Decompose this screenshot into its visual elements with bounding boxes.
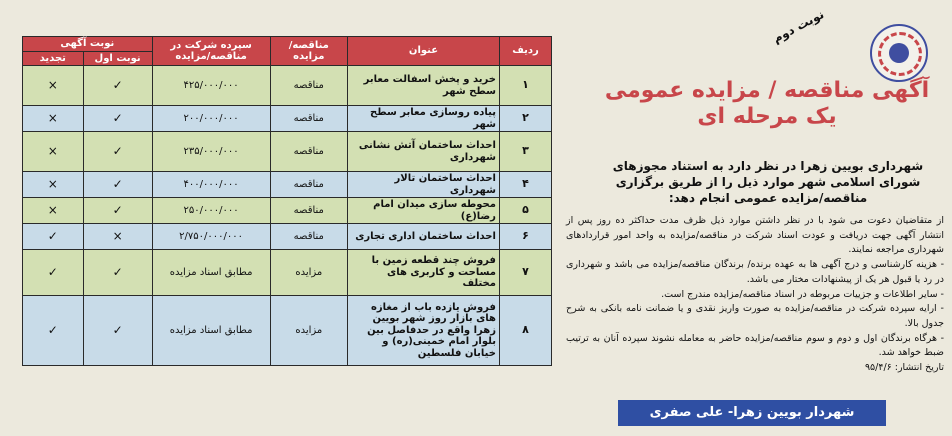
header-ad-turn: نوبت آگهی [23, 37, 153, 52]
header-type: مناقصه/مزایده [270, 37, 348, 66]
row-deposit: ۴۰۰/۰۰۰/۰۰۰ [152, 172, 270, 198]
row-type: مناقصه [270, 66, 348, 106]
row-title: احداث ساختمان آتش نشانی شهرداری [348, 132, 500, 172]
row-number: ۸ [499, 296, 551, 366]
row-title: خرید و پخش اسفالت معابر سطح شهر [348, 66, 500, 106]
row-deposit: مطابق اسناد مزایده [152, 296, 270, 366]
table-row [23, 250, 552, 296]
row-number: ۶ [499, 224, 551, 250]
header-deposit: سپرده شرکت در مناقصه/مزایده [152, 37, 270, 66]
body-paragraph: از متقاضیان دعوت می شود با در نظر داشتن موارد ذیل ظرف مدت حداکثر ده روز پس از انتشار آگهی جهت دریافت و عودت اسناد شرکت در مناقصه/مزایده به واحد امور قراردادهای شهرداری مراجعه نمایند. [566, 215, 944, 256]
row-first-mark: ✓ [83, 198, 152, 224]
body-paragraph: - ارایه سپرده شرکت در مناقصه/مزایده به صورت واریز نقدی و یا ضمانت نامه بانکی به شرح جدول بالا. [566, 303, 944, 330]
row-deposit: ۲۵۰/۰۰۰/۰۰۰ [152, 198, 270, 224]
row-renew-mark: × [23, 198, 84, 224]
header-title: عنوان [348, 37, 500, 66]
row-type: مناقصه [270, 172, 348, 198]
row-first-mark: ✓ [83, 66, 152, 106]
ad-title-line2: یک مرحله ای [697, 104, 837, 130]
row-title: پیاده روسازی معابر سطح شهر [348, 106, 500, 132]
row-first-mark: ✓ [83, 172, 152, 198]
row-number: ۳ [499, 132, 551, 172]
body-paragraph: - سایر اطلاعات و جزییات مربوطه در اسناد مناقصه/مزایده مندرج است. [661, 288, 944, 300]
row-number: ۲ [499, 106, 551, 132]
row-renew-mark: × [23, 66, 84, 106]
table-row [23, 224, 552, 250]
ad-title [592, 78, 942, 131]
logo-core-icon [889, 43, 909, 63]
table-row [23, 132, 552, 172]
row-deposit: ۲/۷۵۰/۰۰۰/۰۰۰ [152, 224, 270, 250]
row-type: مناقصه [270, 106, 348, 132]
row-deposit: ۲۳۵/۰۰۰/۰۰۰ [152, 132, 270, 172]
row-first-mark: ✓ [83, 250, 152, 296]
row-renew-mark: × [23, 106, 84, 132]
publish-date: تاریخ انتشار: ۹۵/۴/۶ [864, 362, 944, 374]
row-renew-mark: ✓ [23, 224, 84, 250]
table-row [23, 106, 552, 132]
row-deposit: مطابق اسناد مزایده [152, 250, 270, 296]
row-number: ۱ [499, 66, 551, 106]
row-renew-mark: ✓ [23, 250, 84, 296]
row-type: مزایده [270, 296, 348, 366]
row-first-mark: × [83, 224, 152, 250]
row-first-mark: ✓ [83, 296, 152, 366]
row-title: محوطه سازی میدان امام رضا(ع) [348, 198, 500, 224]
ad-title-line1: آگهی مناقصه / مزایده عمومی [604, 78, 930, 103]
body-paragraph: - هزینه کارشناسی و درج آگهی ها به عهده برنده/ برندگان مناقصه/مزایده می باشد و شهرداری در رد یا قبول هر یک از پیشنهادات مختار می باشد. [566, 259, 944, 285]
row-renew-mark: × [23, 132, 84, 172]
row-type: مناقصه [270, 132, 348, 172]
row-number: ۷ [499, 250, 551, 296]
header-row: ردیف [499, 37, 551, 66]
table-row [23, 66, 552, 106]
header-renew: تجدید [23, 51, 84, 66]
ad-intro: شهرداری بویین زهرا در نظر دارد به استناد مجوزهای شورای اسلامی شهر موارد ذیل را از طریق برگزاری مناقصه/مزایده عمومی انجام دهد: [612, 159, 924, 206]
table-row [23, 172, 552, 198]
row-first-mark: ✓ [83, 132, 152, 172]
row-first-mark: ✓ [83, 106, 152, 132]
row-deposit: ۲۰۰/۰۰۰/۰۰۰ [152, 106, 270, 132]
row-type: مناقصه [270, 198, 348, 224]
table-row [23, 296, 552, 366]
row-renew-mark: ✓ [23, 296, 84, 366]
mayor-signature: شهردار بویین زهرا- علی صفری [618, 400, 886, 426]
row-number: ۴ [499, 172, 551, 198]
body-paragraph: - هرگاه برندگان اول و دوم و سوم مناقصه/مزایده حاضر به معامله نشوند سپرده آنان به ترتیب ضبط خواهد شد. [566, 332, 944, 359]
municipality-logo [870, 24, 928, 82]
row-title: احداث ساختمان اداری تجاری [348, 224, 500, 250]
row-type: مزایده [270, 250, 348, 296]
header-first: نوبت اول [83, 51, 152, 66]
row-title: احداث ساختمان تالار شهرداری [348, 172, 500, 198]
tender-table [22, 36, 552, 366]
row-title: فروش چند قطعه زمین با مساحت و کاربری های مختلف [348, 250, 500, 296]
row-number: ۵ [499, 198, 551, 224]
row-type: مناقصه [270, 224, 348, 250]
row-deposit: ۴۲۵/۰۰۰/۰۰۰ [152, 66, 270, 106]
table-row [23, 198, 552, 224]
turn-badge: نوبت دوم [770, 7, 827, 46]
ad-body [566, 214, 944, 376]
row-title: فروش یازده باب از مغازه های بازار روز شهر بویین زهرا واقع در حدفاصل بین بلوار امام خمینی(ره) و خیابان فلسطین [348, 296, 500, 366]
row-renew-mark: × [23, 172, 84, 198]
